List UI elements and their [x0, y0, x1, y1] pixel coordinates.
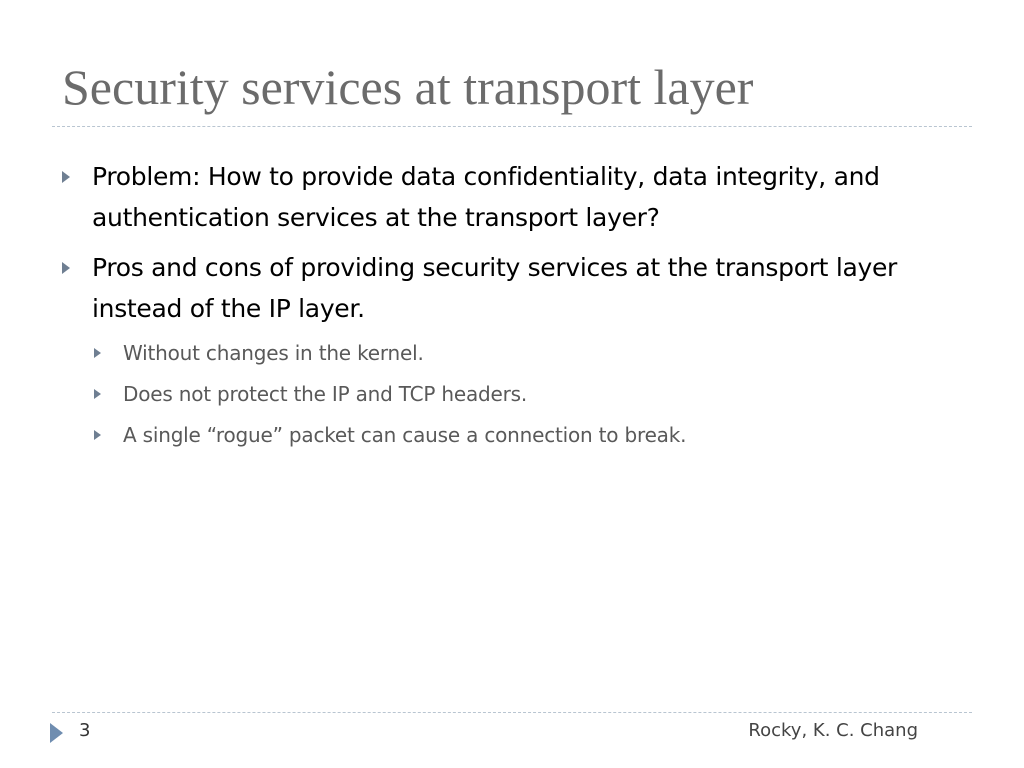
slide-body: [0, 156, 1024, 461]
sub-bullet-kernel: [0, 338, 1024, 368]
sub-bullet-text: Without changes in the kernel.: [123, 341, 424, 365]
bullet-arrow-icon: [62, 262, 70, 274]
bullet-arrow-icon: [62, 171, 70, 183]
page-number: 3: [79, 720, 91, 741]
footer-divider: [52, 712, 972, 713]
bullet-problem: [0, 156, 1024, 238]
bullet-pros-cons: [0, 247, 1024, 329]
bullet-text: Problem: How to provide data confidentiality, data integrity, and authentication services at the transport layer?: [92, 162, 880, 232]
sub-bullet-arrow-icon: [94, 430, 101, 440]
title-divider: [52, 126, 972, 127]
sub-bullet-headers: [0, 379, 1024, 409]
sub-bullet-text: A single “rogue” packet can cause a connection to break.: [123, 423, 687, 447]
slide-title: Security services at transport layer: [62, 59, 754, 115]
sub-bullet-arrow-icon: [94, 389, 101, 399]
sub-bullet-arrow-icon: [94, 348, 101, 358]
bullet-text: Pros and cons of providing security services at the transport layer instead of the IP layer.: [92, 253, 898, 323]
sub-bullet-rogue-packet: [0, 420, 1024, 450]
sub-bullet-text: Does not protect the IP and TCP headers.: [123, 382, 528, 406]
footer-author: Rocky, K. C. Chang: [748, 720, 918, 741]
footer-arrow-icon: [50, 723, 63, 743]
